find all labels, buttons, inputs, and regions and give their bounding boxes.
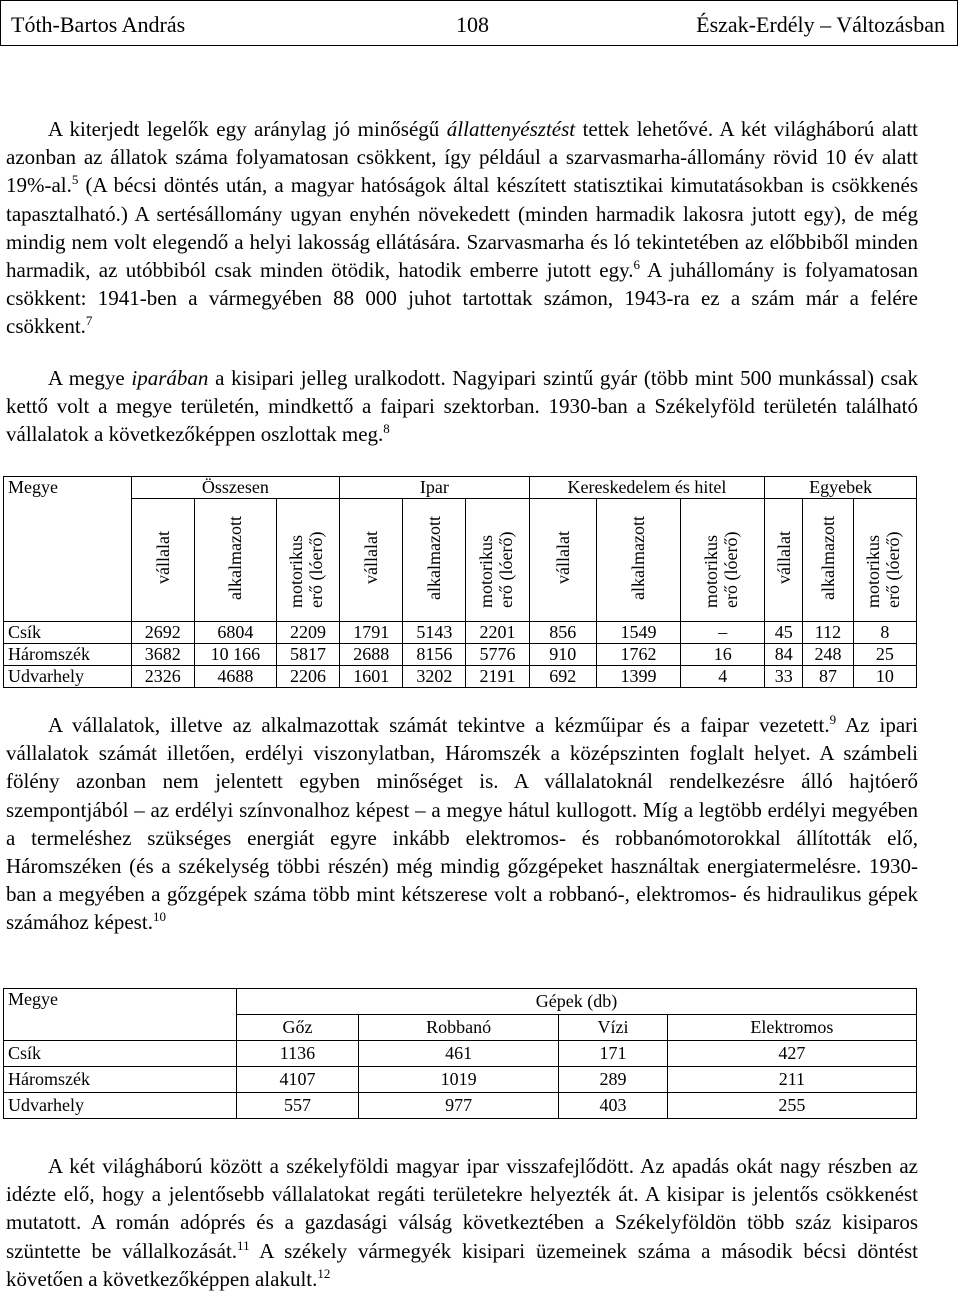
text: Az ipari vállalatok számát illetően, erdélyi viszonylatban, Háromszék a középszinten foglalt helyet. A számbeli fölény azonban nem jelentett egyben minőséget is. A vállalatoknál rendelkezésre álló hajtóerő szempontjából – az erdélyi színvonalhoz képest – a megye hátul kullogott. Míg a legtöbb erdélyi megyében a termeléshez szükséges energiát egyre inkább elektromos- és robbanómotorokkal állították elő, Háromszéken (és a székelység többi részén) még mindig gőzgépeket használtak energiatermelésre. 1930-ban a megyében a gőzgépek száma több mint kétszerese volt a robbanó-, elektromos- és hidraulikus gépek számához képest. [6, 713, 918, 935]
subheader-text: alkalmazott [628, 515, 649, 600]
header-author: Tóth-Bartos András [11, 12, 186, 37]
cell: 4688 [194, 666, 276, 688]
cell: 461 [358, 1041, 558, 1067]
header-kereskedelem: Kereskedelem és hitel [529, 477, 765, 499]
cell-county: Udvarhely [4, 666, 132, 688]
table-subheader-row [4, 499, 917, 622]
cell: 4 [681, 666, 765, 688]
footnote-ref: 12 [317, 1265, 331, 1281]
text: tettek lehetővé. A két világháború alatt azonban az állatok száma folyamatosan csökkent, így például a szarvasmarha-állomány rövid 10 év alatt 19%-al. [6, 117, 918, 198]
subheader-cell [681, 499, 765, 622]
cell: 87 [803, 666, 854, 688]
footnote-ref: 8 [383, 421, 390, 437]
paragraph-2 [6, 364, 918, 449]
cell: 10 166 [194, 644, 276, 666]
subheader-text: motorikus erő (lóerő) [286, 531, 327, 608]
footnote-ref: 10 [152, 909, 166, 925]
header-gepek: Gépek (db) [237, 989, 917, 1015]
subheader-cell [194, 499, 276, 622]
subheader-cell [340, 499, 403, 622]
cell: 8 [853, 622, 916, 644]
cell: 16 [681, 644, 765, 666]
header-ipar: Ipar [340, 477, 529, 499]
table-header-row [4, 477, 917, 499]
header-journal: Észak-Erdély – Változásban [696, 12, 945, 37]
text: (A bécsi döntés után, a magyar hatóságok által készített statisztikai kimutatásokban is csökkenés tapasztalható.) A sertésállomány ugyan enyhén növekedett (minden harmadik lakosra jutott egy), de még mindig nem volt elegendő a helyi lakosság ellátására. Szarvasmarha és ló tekintetében az előbbiből minden harmadik, az utóbbiból csak minden ötödik, hatodik emberre jutott egy. [6, 173, 918, 283]
cell: 977 [358, 1093, 558, 1119]
cell: 1019 [358, 1067, 558, 1093]
text: A székely vármegyék kisipari üzemeinek száma a második bécsi döntést követően a következőképpen alakult. [6, 1238, 918, 1291]
table-row [4, 666, 917, 688]
subheader-text: motorikus erő (lóerő) [475, 531, 516, 608]
subheader-text: vállalat [152, 531, 173, 584]
text-italic: iparában [131, 366, 209, 390]
cell: 6804 [194, 622, 276, 644]
cell-county: Udvarhely [4, 1093, 237, 1119]
subheader-cell [853, 499, 916, 622]
subheader-text: motorikus erő (lóerő) [862, 531, 903, 608]
text: a kisipari jelleg uralkodott. Nagyipari szintű gyár (több mint 500 munkással) csak kettő volt a megye területén, mindkettő a faipari szektorban. 1930-ban a Székelyföld területén található vállalatok a következőképpen oszlottak meg. [6, 366, 918, 447]
subheader-text: alkalmazott [225, 515, 246, 600]
header-megye: Megye [4, 989, 237, 1041]
cell-county: Csík [4, 1041, 237, 1067]
text: A megye [48, 366, 132, 390]
table-row [4, 1067, 917, 1093]
cell: 4107 [237, 1067, 359, 1093]
cell: 5776 [466, 644, 529, 666]
footnote-ref: 5 [71, 172, 79, 188]
text: A vállalatok, illetve az alkalmazottak számát tekintve a kézműipar és a faipar vezetett. [48, 713, 830, 737]
cell: 3682 [131, 644, 194, 666]
column-header: Elektromos [667, 1015, 916, 1041]
cell: 1791 [340, 622, 403, 644]
subheader-cell [803, 499, 854, 622]
subheader-cell [596, 499, 680, 622]
table-row [4, 644, 917, 666]
cell: 255 [667, 1093, 916, 1119]
cell-county: Háromszék [4, 1067, 237, 1093]
cell: 403 [559, 1093, 667, 1119]
cell: 84 [765, 644, 803, 666]
cell: 427 [667, 1041, 916, 1067]
cell: 3202 [403, 666, 466, 688]
header-megye: Megye [4, 477, 132, 622]
cell: 25 [853, 644, 916, 666]
cell: 248 [803, 644, 854, 666]
cell: 1399 [596, 666, 680, 688]
subheader-text: vállalat [361, 531, 382, 584]
subheader-cell [131, 499, 194, 622]
cell-county: Háromszék [4, 644, 132, 666]
text: A juhállomány is folyamatosan csökkent: 1941-ben a vármegyében 88 000 juhot tartottak számon, 1943-ra ez a szám már a felére csökkent. [6, 258, 918, 339]
machines-table [3, 988, 917, 1119]
subheader-text: vállalat [552, 531, 573, 584]
table-header-row [4, 989, 917, 1015]
cell: 1601 [340, 666, 403, 688]
cell: 2206 [276, 666, 339, 688]
subheader-text: alkalmazott [817, 515, 838, 600]
enterprises-table [3, 476, 917, 688]
cell: 856 [529, 622, 596, 644]
cell: 5143 [403, 622, 466, 644]
header-egyebek: Egyebek [765, 477, 917, 499]
paragraph-4 [6, 1152, 918, 1293]
cell-county: Csík [4, 622, 132, 644]
subheader-text: vállalat [773, 531, 794, 584]
column-header: Gőz [237, 1015, 359, 1041]
subheader-cell [765, 499, 803, 622]
cell: 1136 [237, 1041, 359, 1067]
cell: 557 [237, 1093, 359, 1119]
cell: 1549 [596, 622, 680, 644]
cell: 2688 [340, 644, 403, 666]
cell: 211 [667, 1067, 916, 1093]
cell: 33 [765, 666, 803, 688]
header-page-number: 108 [456, 12, 489, 37]
cell: 2326 [131, 666, 194, 688]
paragraph-3 [6, 711, 918, 937]
cell: 5817 [276, 644, 339, 666]
table-row [4, 622, 917, 644]
cell: – [681, 622, 765, 644]
subheader-cell [403, 499, 466, 622]
cell: 171 [559, 1041, 667, 1067]
table-row [4, 1041, 917, 1067]
cell: 2201 [466, 622, 529, 644]
subheader-cell [466, 499, 529, 622]
cell: 1762 [596, 644, 680, 666]
cell: 2209 [276, 622, 339, 644]
cell: 8156 [403, 644, 466, 666]
page-header [0, 0, 958, 46]
cell: 112 [803, 622, 854, 644]
text: A kiterjedt legelők egy aránylag jó minőségű [48, 117, 447, 141]
cell: 10 [853, 666, 916, 688]
footnote-ref: 9 [829, 712, 837, 727]
footnote-ref: 7 [85, 313, 93, 329]
footnote-ref: 6 [633, 257, 641, 273]
table-row [4, 1093, 917, 1119]
text-italic: állattenyésztést [446, 117, 576, 141]
cell: 910 [529, 644, 596, 666]
cell: 692 [529, 666, 596, 688]
footnote-ref: 11 [237, 1237, 250, 1253]
subheader-text: alkalmazott [424, 515, 445, 600]
cell: 2692 [131, 622, 194, 644]
cell: 289 [559, 1067, 667, 1093]
subheader-text: motorikus erő (lóerő) [700, 531, 741, 608]
paragraph-1 [6, 115, 918, 341]
column-header: Vízi [559, 1015, 667, 1041]
header-osszesen: Összesen [131, 477, 339, 499]
subheader-cell [529, 499, 596, 622]
subheader-cell [276, 499, 339, 622]
cell: 2191 [466, 666, 529, 688]
column-header: Robbanó [358, 1015, 558, 1041]
text: A két világháború között a székelyföldi magyar ipar visszafejlődött. Az apadás okát nagy részben az idézte elő, hogy a jelentősebb vállalatokat regáti területekre helyezték át. A kisipar is jelentős csökkenést mutatott. A román adóprés és a gazdasági válság következtében a Székelyföldön több száz kisiparos szüntette be vállalkozását. [6, 1154, 918, 1263]
cell: 45 [765, 622, 803, 644]
